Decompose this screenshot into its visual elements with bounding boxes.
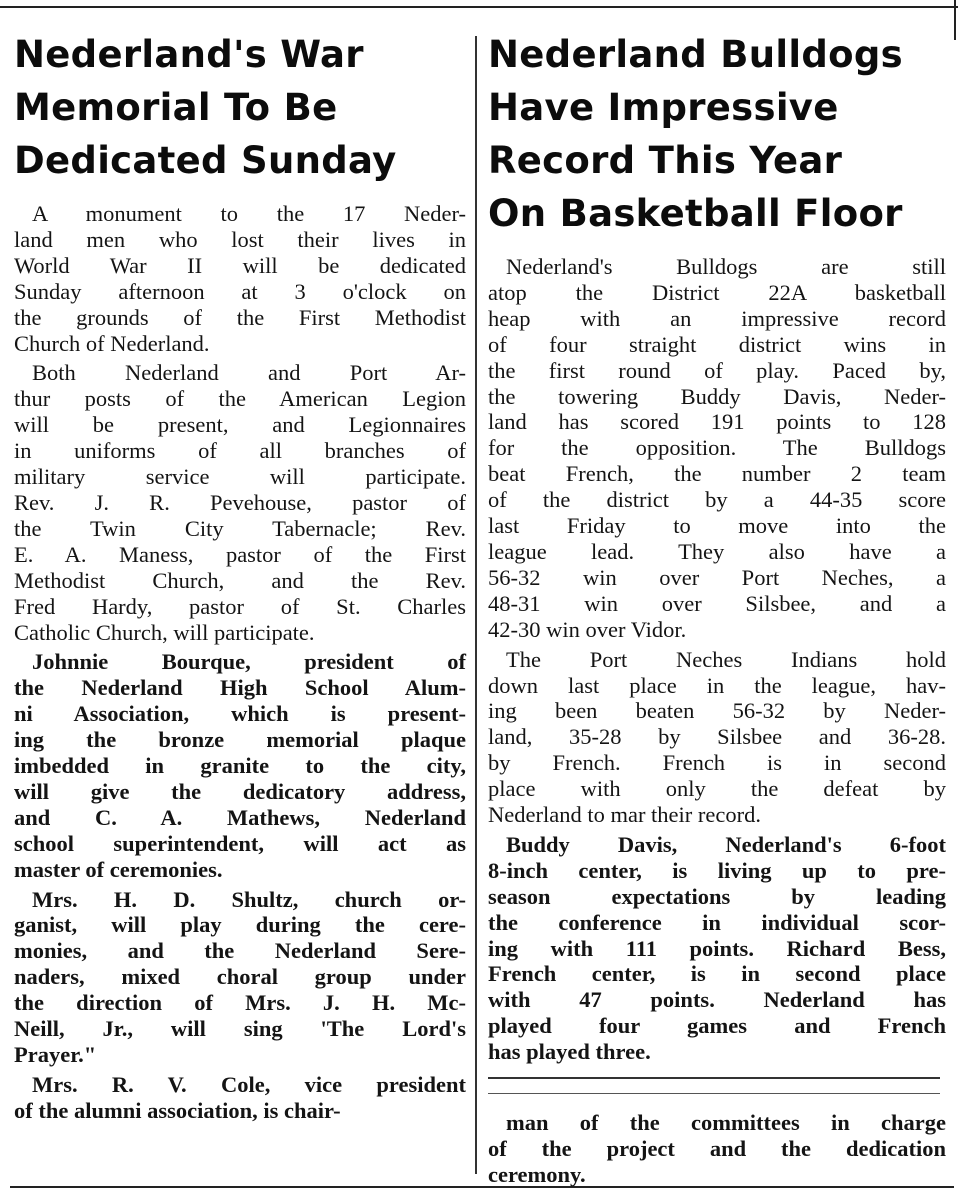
text-line: Rev. J. R. Pevehouse, pastor of [14,489,466,515]
article-paragraph [488,647,946,828]
text-line: with 47 points. Nederland has [488,987,946,1013]
text-line: down last place in the league, hav- [488,672,946,698]
text-line: the Nederland High School Alum- [14,675,466,701]
article-paragraph [14,201,466,356]
text-line: Neill, Jr., will sing 'The Lord's [14,1016,466,1042]
continuation-rule [488,1077,940,1079]
text-line: the towering Buddy Davis, Neder- [488,383,946,409]
left-headline [14,28,466,187]
text-line: 48-31 win over Silsbee, and a [488,590,946,616]
left-headline-line: Nederland's War [14,33,364,76]
text-line: Methodist Church, and the Rev. [14,567,466,593]
left-headline-line: Memorial To Be [14,86,338,129]
text-line: 56-32 win over Port Neches, a [488,564,946,590]
text-line: will give the dedicatory address, [14,778,466,804]
article-paragraph [14,360,466,645]
text-line: played four games and French [488,1013,946,1039]
text-line: land men who lost their lives in [14,226,466,252]
text-line: Nederland to mar their record. [488,802,761,828]
right-headline-line: On Basketball Floor [488,192,903,235]
text-line: land, 35-28 by Silsbee and 36-28. [488,724,946,750]
text-line: Church of Nederland. [14,330,210,356]
continuation-rule-thin [488,1093,940,1094]
text-line: master of ceremonies. [14,856,223,882]
text-line: the conference in individual scor- [488,909,946,935]
text-line: A monument to the 17 Neder- [32,201,466,226]
continued-text [488,1110,946,1188]
right-corner-rule [954,0,956,40]
text-line: the first round of play. Paced by, [488,357,946,383]
article-paragraph [14,1072,466,1124]
text-line: Prayer." [14,1042,97,1067]
text-line: the grounds of the First Methodist [14,304,466,330]
text-line: ing been beaten 56-32 by Neder- [488,698,946,724]
top-rule [0,6,958,8]
text-line: league lead. They also have a [488,538,946,564]
text-line: atop the District 22A basketball [488,279,946,305]
article-paragraph [488,832,946,1065]
text-line: ni Association, which is present- [14,701,466,727]
text-line: of the alumni association, is chair- [14,1097,341,1123]
text-line: thur posts of the American Legion [14,386,466,412]
text-line: ganist, will play during the cere- [14,912,466,938]
text-line: Catholic Church, will participate. [14,619,315,645]
text-line: man of the committees in charge [506,1110,946,1136]
text-line: 8-inch center, is living up to pre- [488,857,946,883]
right-headline-line: Nederland Bulldogs [488,33,903,76]
right-headline [488,28,946,240]
article-paragraph [14,649,466,882]
right-headline-line: Record This Year [488,139,843,182]
text-line: beat French, the number 2 team [488,461,946,487]
text-line: World War II will be dedicated [14,252,466,278]
right-headline-line: Have Impressive [488,86,839,129]
text-line: French center, is in second place [488,961,946,987]
text-line: last Friday to move into the [488,513,946,539]
text-line: of the project and the dedication [488,1136,946,1161]
article-paragraph [14,887,466,1068]
text-line: Buddy Davis, Nederland's 6-foot [506,831,946,857]
text-line: Both Nederland and Port Ar- [32,360,466,386]
text-line: military service will participate. [14,464,466,490]
text-line: of four straight district wins in [488,331,946,357]
text-line: monies, and the Nederland Sere- [14,938,466,964]
text-line: land has scored 191 points to 128 [488,409,946,435]
text-line: imbedded in granite to the city, [14,753,466,779]
column-divider [475,36,477,1174]
text-line: school superintendent, will act as [14,830,466,856]
left-article-body [14,201,466,1124]
text-line: Mrs. H. D. Shultz, church or- [32,886,466,912]
text-line: Johnnie Bourque, president of [32,649,466,675]
text-line: Fred Hardy, pastor of St. Charles [14,593,466,619]
text-line: will be present, and Legionnaires [14,412,466,438]
text-line: ing the bronze memorial plaque [14,727,466,753]
text-line: has played three. [488,1039,651,1065]
right-article-body [488,254,946,1065]
text-line: Sunday afternoon at 3 o'clock on [14,278,466,304]
text-line: in uniforms of all branches of [14,438,466,464]
text-line: Mrs. R. V. Cole, vice president [32,1071,466,1097]
left-headline-line: Dedicated Sunday [14,139,397,182]
text-line: E. A. Maness, pastor of the First [14,541,466,567]
text-line: Nederland's Bulldogs are still [506,254,946,279]
text-line: ceremony. [488,1161,586,1187]
text-line: for the opposition. The Bulldogs [488,435,946,461]
text-line: the direction of Mrs. J. H. Mc- [14,990,466,1016]
text-line: heap with an impressive record [488,305,946,331]
text-line: 42-30 win over Vidor. [488,616,687,642]
text-line: of the district by a 44-35 score [488,487,946,513]
right-article [488,28,946,1192]
text-line: by French. French is in second [488,750,946,776]
text-line: ing with 111 points. Richard Bess, [488,935,946,961]
text-line: place with only the defeat by [488,776,946,802]
continued-paragraph [488,1110,946,1188]
text-line: naders, mixed choral group under [14,964,466,990]
left-article [14,28,466,1128]
text-line: The Port Neches Indians hold [506,646,946,672]
text-line: and C. A. Mathews, Nederland [14,804,466,830]
text-line: season expectations by leading [488,883,946,909]
article-paragraph [488,254,946,643]
text-line: the Twin City Tabernacle; Rev. [14,515,466,541]
